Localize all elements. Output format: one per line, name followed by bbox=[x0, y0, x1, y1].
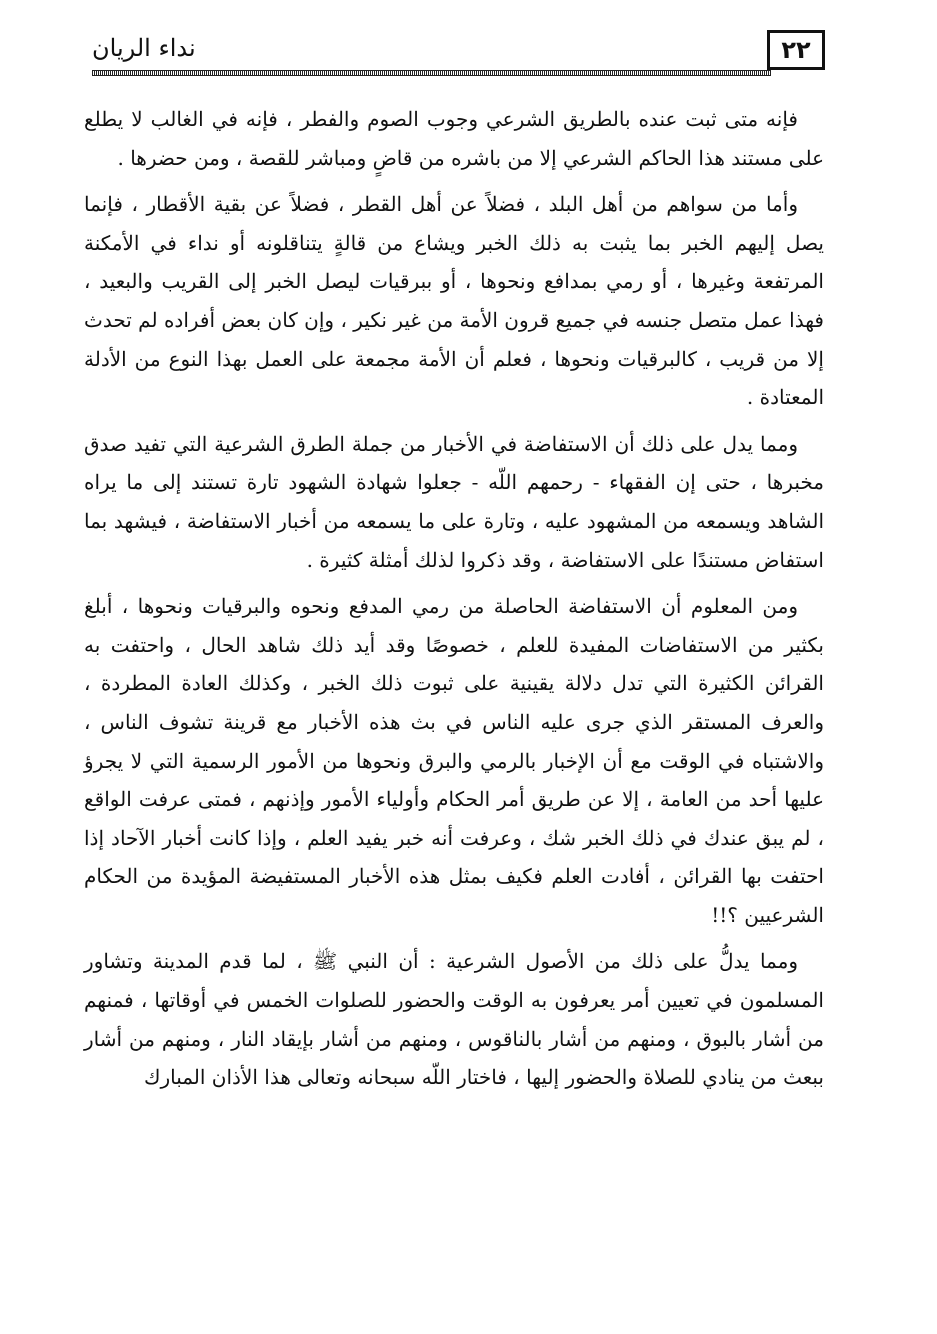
paragraph: ومن المعلوم أن الاستفاضة الحاصلة من رمي المدفع ونحوه والبرقيات ونحوها ، أبلغ بكثير من الاستفاضات المفيدة للعلم ، خصوصًا وقد أيد ذلك شاهد الحال ، واحتفت به القرائن الكثيرة التي تدل دلالة يقينية على ثبوت ذلك الخبر ، وكذلك العادة المطردة ، والعرف المستقر الذي جرى عليه الناس في بث هذه الأخبار مع قرينة تشوف الناس ، والاشتباه في الوقت مع أن الإخبار بالرمي والبرق ونحوها من الأمور الرسمية التي لا يجرؤ عليها أحد من العامة ، إلا عن طريق أمر الحكام وأولياء الأمور وإذنهم ، فمتى عرفت الواقع ، لم يبق عندك في ذلك الخبر شك ، وعرفت أنه خبر يفيد العلم ، وإذا كانت أخبار الآحاد إذا احتفت بها القرائن ، أفادت العلم فكيف بمثل هذه الأخبار المستفيضة المؤيدة من الحكام الشرعيين ؟!! bbox=[84, 594, 824, 927]
book-title: نداء الريان bbox=[92, 34, 196, 62]
paragraph: فإنه متى ثبت عنده بالطريق الشرعي وجوب الصوم والفطر ، فإنه في الغالب لا يطلع على مستند هذا الحاكم الشرعي إلا من باشره من قاضٍ ومباشر للقصة ، ومن حضرها . bbox=[84, 107, 824, 170]
page-body bbox=[84, 100, 824, 1101]
paragraph: ومما يدلُّ على ذلك من الأصول الشرعية : أن النبي ﷺ ، لما قدم المدينة وتشاور المسلمون في تعيين أمر يعرفون به الوقت والحضور للصلوات الخمس في أوقاتها ، فمنهم من أشار بالبوق ، ومنهم من أشار بالناقوس ، ومنهم من أشار بإيقاد النار ، ومنهم من أشار ببعث من ينادي للصلاة والحضور إليها ، فاختار اللّه سبحانه وتعالى هذا الأذان المبارك bbox=[84, 949, 824, 1090]
header-rule bbox=[92, 70, 771, 76]
paragraph: ومما يدل على ذلك أن الاستفاضة في الأخبار من جملة الطرق الشرعية التي تفيد صدق مخبرها ، حتى إن الفقهاء - رحمهم اللّه - جعلوا شهادة الشهود تارة تستند إلى ما يراه الشاهد ويسمعه من المشهود عليه ، وتارة على ما يسمعه من أخبار الاستفاضة ، فيشهد بما استفاض مستندًا على الاستفاضة ، وقد ذكروا لذلك أمثلة كثيرة . bbox=[84, 431, 824, 572]
page-number: ٢٢ bbox=[767, 30, 825, 70]
paragraph: وأما من سواهم من أهل البلد ، فضلاً عن أهل القطر ، فضلاً عن بقية الأقطار ، فإنما يصل إليهم الخبر بما يثبت به ذلك الخبر ويشاع من قالةٍ يتناقلونه أو نداء في الأمكنة المرتفعة وغيرها ، أو رمي بمدافع ونحوها ، أو ببرقيات ليصل الخبر إلى القريب والبعيد ، فهذا عمل متصل جنسه في جميع قرون الأمة من غير نكير ، وإن كان بعض أفراده لم تحدث إلا من قريب ، كالبرقيات ونحوها ، فعلم أن الأمة مجمعة على العمل بهذا النوع من الأدلة المعتادة . bbox=[84, 192, 824, 410]
page-header bbox=[92, 30, 825, 78]
